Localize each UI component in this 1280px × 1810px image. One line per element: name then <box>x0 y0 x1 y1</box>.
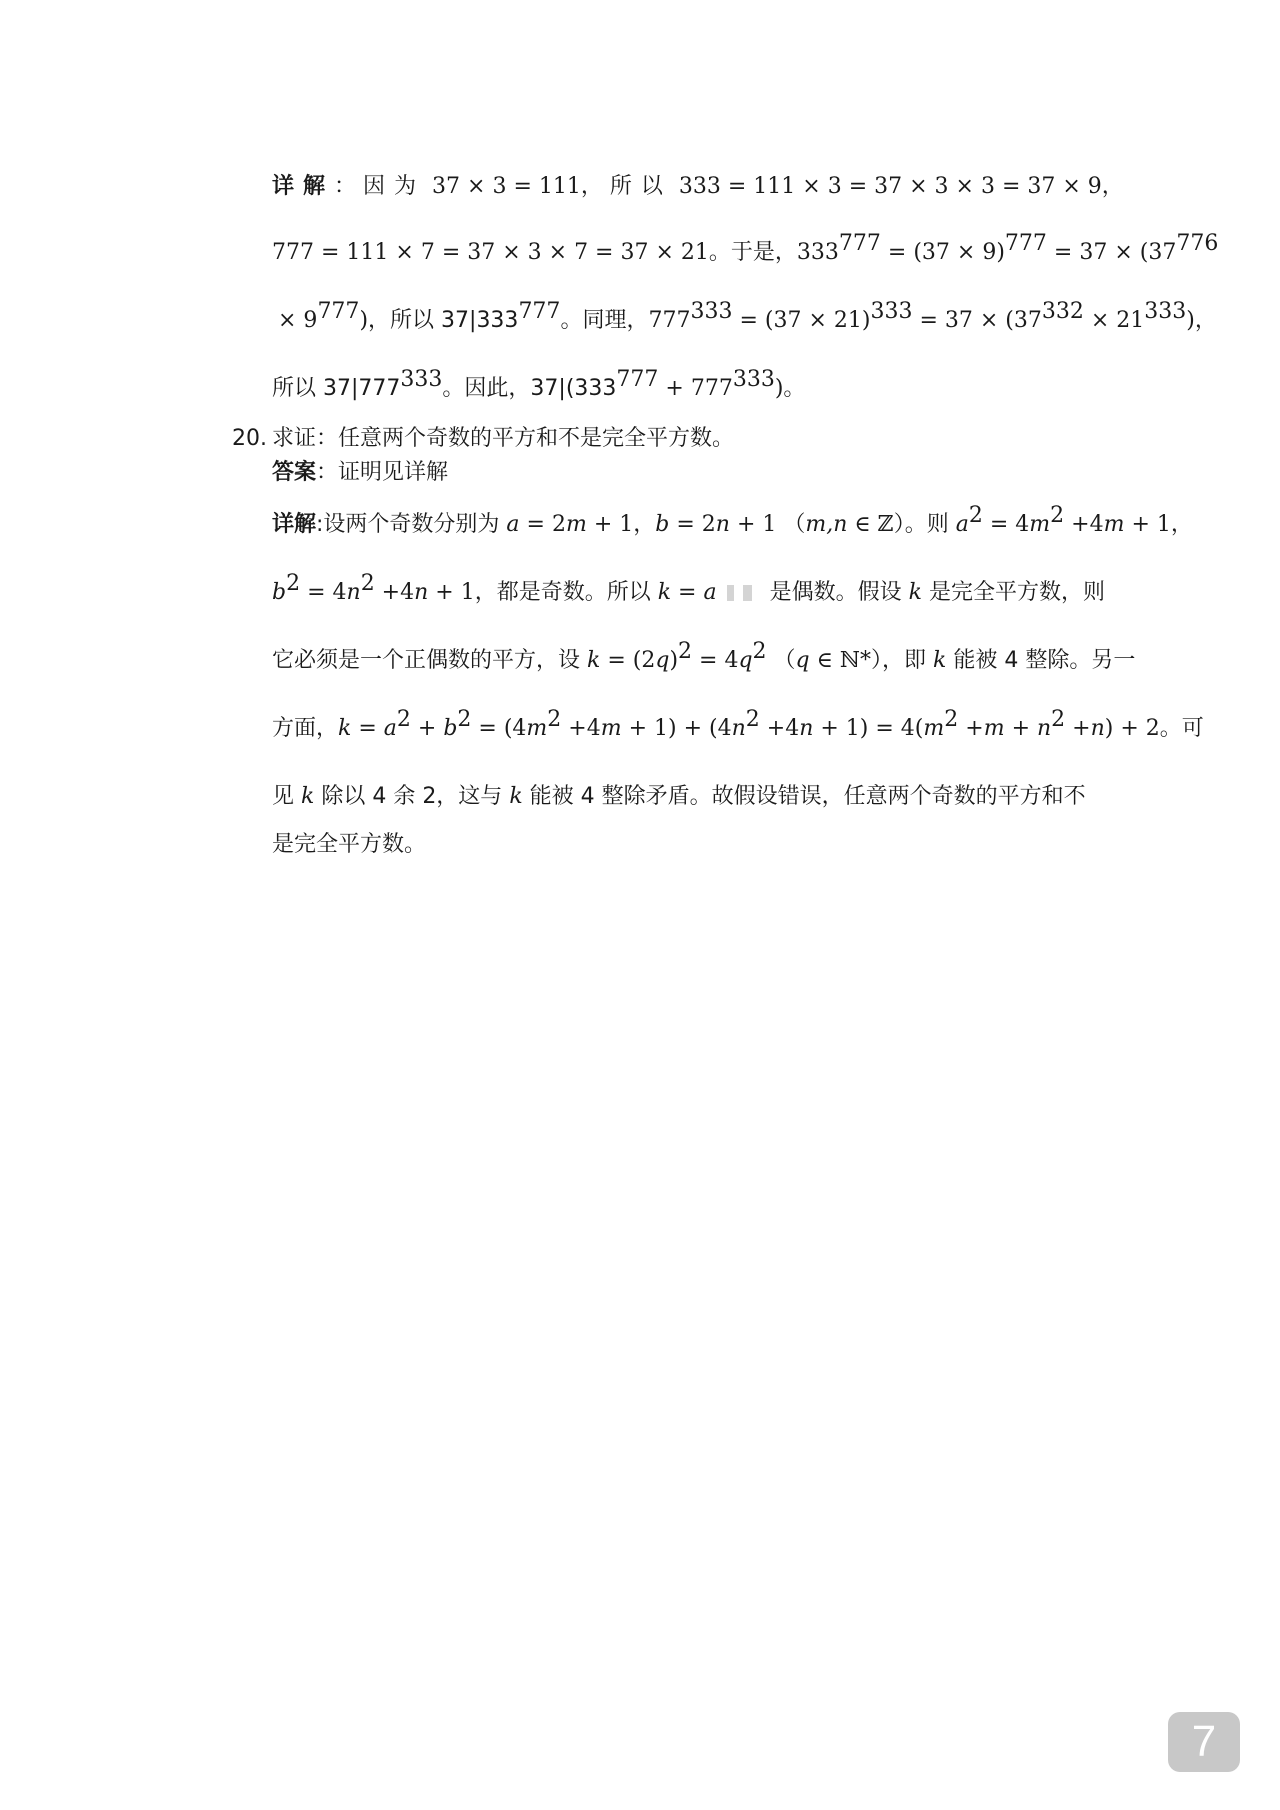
q19-solution-line-4: 所以 $37|777^{333}$。因此，$37|(333^{777} + 777^{333})$。 <box>272 367 806 401</box>
q20-solution-line-4: 方面，$k = a^2 + b^2 = (4m^2 +4m + 1) + (4n^2 +4n + 1) = 4(m^2 +m + n^2 +n) + 2$。可 <box>272 707 1204 741</box>
q20-solution-line-3: 它必须是一个正偶数的平方，设 $k = (2q)^2 = 4q^2$ （q ∈ ℕ*），即 k 能被 4 整除。另一 <box>272 639 1136 673</box>
q19-solution-line-3: × $9^{777}$)，所以 $37|333^{777}$。同理，$777^{333} = (37 \times 21)^{333} = 37 \times (37^{332} \times 21^{333})$， <box>278 299 1217 333</box>
solution-label: 详解 <box>272 174 335 199</box>
q20-question: 求证：任意两个奇数的平方和不是完全平方数。 <box>272 426 735 451</box>
q20-solution-line-5: 见 k 除以 4 余 2，这与 k 能被 4 整除矛盾。故假设错误，任意两个奇数的平方和不 <box>272 784 1086 809</box>
q20-answer: 答案：证明见详解 <box>272 460 449 485</box>
q20-solution-line-6: 是完全平方数。 <box>272 832 427 857</box>
solution-label: 详解 <box>272 512 317 537</box>
answer-label: 答案 <box>272 460 317 485</box>
occlusion-marks <box>717 583 763 601</box>
q20-solution-line-1: 详解:设两个奇数分别为 a = 2m + 1，b = 2n + 1 （m,n ∈ ℤ）。则 $a^2 = 4m^2 +4m + 1$， <box>272 503 1193 537</box>
q20-solution-line-2: $b^2 = 4n^2 +4n + 1$，都是奇数。所以 k = a 是偶数。假设 k 是完全平方数，则 <box>272 571 1105 605</box>
question-number: 20. <box>232 426 267 451</box>
page-number-badge: 7 <box>1168 1712 1240 1772</box>
q19-solution-line-2: 777 = 111 × 7 = 37 × 3 × 7 = 37 × 21。于是，$333^{777} = (37 \times 9)^{777} = 37 \times (37^{776}$ <box>272 231 1219 265</box>
q19-solution-line-1: 详解： 因为 37 × 3 = 111， 所以 333 = 111 × 3 = 37 × 3 × 3 = 37 × 9， <box>272 174 1124 199</box>
